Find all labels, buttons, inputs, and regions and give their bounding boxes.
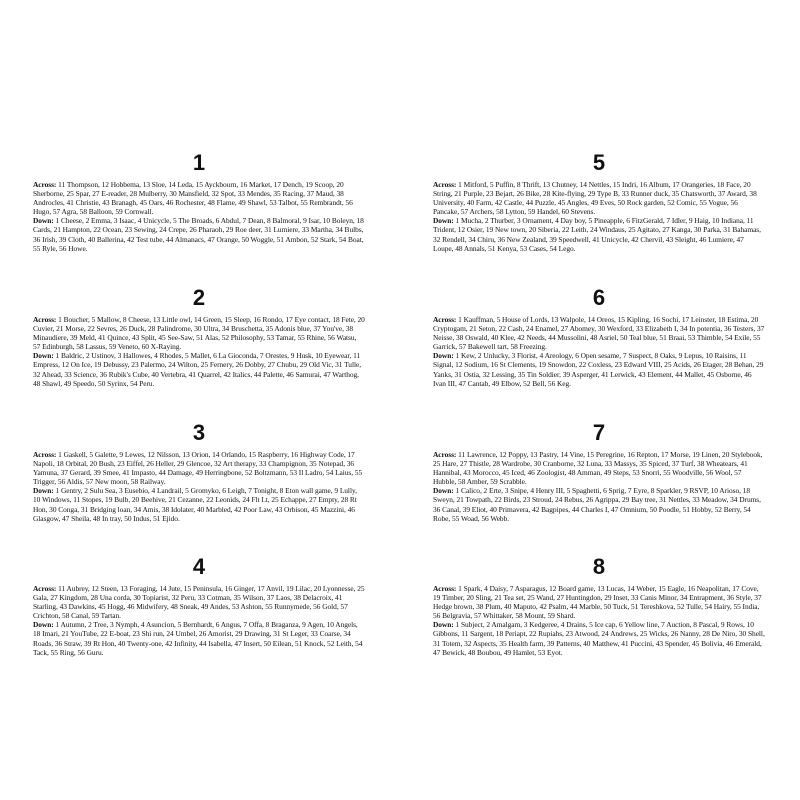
down-label: Down:	[33, 351, 54, 361]
solution-text	[33, 315, 365, 388]
across-label: Across:	[433, 584, 457, 593]
down-answers	[433, 351, 765, 387]
puzzle-number: 3	[192, 420, 206, 445]
solution-block-3	[33, 422, 365, 523]
solution-text	[433, 180, 765, 253]
across-list: 11 Thompson, 12 Hobbema, 13 Sloe, 14 Leda, 15 Ayckbourn, 16 Market, 17 Dench, 19 Scoop, 20 Sherborne, 25 Spar, 27 E-reader, 28 Mulberry, 30 Mansfield, 32 Spot, 33 Mendes, 35 Racing, 37 Maud, 38 Androcles, 41 Christie, 43 Branagh, 45 Oars, 46 Rochester, 48 Flame, 49 Shawl, 53 Talbot, 55 Rembrandt, 56 Hugo, 57 Agra, 58 Balloon, 59 Cornwall.	[33, 180, 353, 217]
across-label: Across:	[33, 584, 57, 593]
down-answers	[433, 216, 765, 252]
puzzle-number: 2	[192, 285, 206, 310]
down-label: Down:	[33, 486, 54, 496]
puzzle-number: 4	[192, 554, 206, 579]
solution-block-4	[33, 556, 365, 657]
solution-text	[33, 584, 365, 657]
across-label: Across:	[433, 450, 457, 459]
down-label: Down:	[33, 216, 54, 226]
across-list: 1 Kauffman, 5 House of Lords, 13 Walpole, 14 Oreos, 15 Kipling, 16 Sochi, 17 Leinster, 18 Estima, 20 Cryptogam, 21 Seton, 22 Cash, 24 Enamel, 27 Abomey, 30 Wexford, 33 Elizabeth I, 34 In potentia, 36 Testers, 37 Neisse, 38 Oswald, 40 Klee, 42 Needs, 44 Mussolini, 48 Asriel, 50 Teal blue, 51 Braai, 53 Thimble, 54 Exile, 55 Garrick, 57 Bakewell tart, 58 Freezing.	[433, 315, 765, 352]
down-list: 1 Baldric, 2 Ustinov, 3 Hallowes, 4 Rhodes, 5 Mallet, 6 La Gioconda, 7 Orestes, 9 Husk, 10 Eyewear, 11 Empress, 12 On Ice, 19 Debussy, 23 Palermo, 24 Wilton, 25 Fernery, 26 Dobby, 27 Chubu, 29 Old Vic, 31 Tulle, 32 Ahead, 33 Science, 36 Rubik's Cube, 40 Vertebra, 41 Quarrel, 42 Italics, 44 Palette, 46 Samurai, 47 Warthog, 48 Shawl, 49 Speedo, 50 Syrinx, 54 Peru.	[33, 351, 361, 388]
solution-block-6	[433, 287, 765, 388]
puzzle-number: 1	[192, 150, 206, 175]
down-answers	[33, 620, 365, 656]
down-answers	[433, 620, 765, 656]
down-list: 1 Mucha, 2 Thurber, 3 Ornament, 4 Day boy, 5 Pineapple, 6 FitzGerald, 7 Idler, 9 Haig, 10 Indiana, 11 Trident, 12 Osier, 19 New town, 20 Siberia, 22 Leith, 24 Windaus, 25 Agitato, 27 Kanga, 30 Parka, 31 Bahamas, 32 Rendell, 34 Chiru, 36 New Zealand, 39 Speedwell, 41 Unicycle, 42 Chervil, 43 Sleight, 46 Lumiere, 47 Loupe, 48 Annals, 51 Kenya, 53 Cases, 54 Lego.	[433, 216, 761, 253]
across-label: Across:	[33, 180, 57, 189]
across-label: Across:	[33, 450, 57, 459]
across-list: 11 Lawrence, 12 Poppy, 13 Pastry, 14 Vine, 15 Peregrine, 16 Repton, 17 Morse, 19 Linen, 20 Stylebook, 25 Hare, 27 Thistle, 28 Wardrobe, 30 Cranborne, 32 Luna, 33 Massys, 35 Spiced, 37 Turf, 38 Wheatears, 41 Hannibal, 43 Morocco, 45 Iced, 46 Zoologist, 48 Amman, 49 Steps, 53 Snorri, 55 Woodville, 56 Wool, 57 Hubble, 58 Amber, 59 Scrabble.	[433, 450, 763, 487]
across-list: 1 Mitford, 5 Puffin, 8 Thrift, 13 Chutney, 14 Nettles, 15 Indri, 16 Album, 17 Orangeries, 18 Face, 20 String, 21 Purple, 23 Bejart, 26 Bike, 28 Kite-flying, 29 Type B, 33 Runner duck, 35 Chatsworth, 37 Award, 38 University, 40 Farm, 42 Castle, 44 Puzzle, 45 Angles, 49 Eves, 50 Rock garden, 52 Comic, 55 Vogue, 56 Pancake, 57 Archers, 58 Lytton, 59 Handel, 60 Stevens.	[433, 180, 757, 217]
down-label: Down:	[433, 620, 454, 630]
down-label: Down:	[433, 216, 454, 226]
solution-block-7	[433, 422, 765, 523]
down-answers	[433, 486, 765, 522]
across-answers	[33, 315, 365, 351]
across-label: Across:	[433, 315, 457, 324]
across-label: Across:	[433, 180, 457, 189]
solution-text	[433, 450, 765, 523]
puzzle-number: 6	[592, 285, 606, 310]
across-list: 11 Aubrey, 12 Steen, 13 Foraging, 14 Jute, 15 Peninsula, 16 Ginger, 17 Anvil, 19 Lilac, 20 Lyonnesse, 25 Gala, 27 Kingdom, 28 Una corda, 30 Topiarist, 32 Peru, 33 Cotman, 35 Wilson, 37 Laos, 38 Delacroix, 41 Starling, 43 Dawkins, 45 Hogg, 46 Midwifery, 48 Sneak, 49 Andes, 53 Ashton, 55 Runnymede, 56 Gold, 57 Crichton, 58 Canal, 59 Tartan.	[33, 584, 365, 621]
solution-block-8	[433, 556, 765, 657]
across-list: 1 Boucher, 5 Mallow, 8 Cheese, 13 Little owl, 14 Green, 15 Sleep, 16 Rondo, 17 Eye contact, 18 Fete, 20 Cuvier, 21 Morse, 22 Sevres, 26 Duck, 28 Palindrome, 30 Ultra, 34 Bruschetta, 35 Adonis blue, 37 You've, 38 Minaudiere, 39 Meld, 41 Quince, 43 Split, 45 See-Saw, 51 Alas, 52 Philosophy, 53 Tamar, 55 Rhine, 56 Watsu, 57 Edinburgh, 58 Lassus, 59 Veneto, 60 X-Raying.	[33, 315, 365, 352]
solution-text	[33, 180, 365, 253]
across-list: 1 Gaskell, 5 Galette, 9 Lewes, 12 Nilsson, 13 Orion, 14 Orlando, 15 Raspberry, 16 Highway Code, 17 Napoli, 18 Orbital, 20 Bush, 23 Eiffel, 26 Heller, 29 Glencoe, 32 Art therapy, 33 Champignon, 35 Notepad, 36 Yamuna, 37 Gerard, 39 Smee, 41 Impasto, 44 Damage, 49 Herringbone, 52 Boltzmann, 53 Il Ladro, 54 Laius, 55 Trigger, 56 Aldis, 57 New moon, 58 Railway.	[33, 450, 363, 487]
solution-text	[433, 315, 765, 388]
puzzle-number: 8	[592, 554, 606, 579]
down-list: 1 Kew, 2 Unlucky, 3 Florist, 4 Areology, 6 Open sesame, 7 Suspect, 8 Oaks, 9 Lepus, 10 Raisins, 11 Signal, 12 Sodium, 16 St Clements, 19 Snowdon, 22 Coxless, 23 Edward VIII, 25 Acids, 26 Etager, 28 Behan, 29 Yanks, 31 Ostia, 32 Lessing, 35 Tin Soldier, 39 Asperger, 41 Lerwick, 43 Element, 44 Mallet, 45 Osborne, 46 Ivan III, 47 Cantab, 49 Elbow, 52 Bell, 56 Keg.	[433, 351, 764, 388]
solution-text	[33, 450, 365, 523]
down-list: 1 Subject, 2 Amalgam, 3 Kedgeree, 4 Drains, 5 Ice cap, 6 Yellow line, 7 Auction, 8 Pascal, 9 Rows, 10 Gibbons, 11 Sargent, 18 Periapt, 22 Rupiahs, 23 Atwood, 24 Andrews, 25 Wicks, 26 Nanny, 28 De Niro, 30 Shell, 31 Totem, 32 Aspects, 35 Health farm, 39 Patterns, 40 Matthew, 41 Puccini, 43 Spender, 45 Bolivia, 46 Emerald, 47 Bewick, 48 Boubou, 49 Hamlet, 53 Eyot.	[433, 620, 765, 657]
across-answers	[433, 584, 765, 620]
down-list: 1 Gentry, 2 Sulu Sea, 3 Eusebio, 4 Landrail, 5 Gromyko, 6 Leigh, 7 Tonight, 8 Eton wall game, 9 Lully, 10 Windows, 11 Stopes, 19 Bulb, 20 Beehive, 21 Cezanne, 22 Leonids, 24 Flt Lt, 25 Echappe, 27 Empty, 28 Rt Hon, 30 Conga, 31 Bridging loan, 34 Amis, 38 Idolater, 40 Marbled, 42 Poor Law, 43 Orbison, 45 Mazzini, 46 Glasgow, 47 Sheila, 48 In tray, 50 Indus, 51 Ejido.	[33, 486, 357, 523]
across-answers	[33, 450, 365, 486]
down-label: Down:	[433, 486, 454, 496]
down-label: Down:	[433, 351, 454, 361]
across-answers	[33, 180, 365, 216]
across-answers	[33, 584, 365, 620]
down-label: Down:	[33, 620, 54, 630]
down-answers	[33, 486, 365, 522]
across-answers	[433, 450, 765, 486]
solution-block-1	[33, 152, 365, 253]
across-answers	[433, 315, 765, 351]
down-answers	[33, 351, 365, 387]
across-answers	[433, 180, 765, 216]
solution-block-5	[433, 152, 765, 253]
down-list: 1 Cheese, 2 Emma, 3 Isaac, 4 Unicycle, 5 The Broads, 6 Abdul, 7 Dean, 8 Balmoral, 9 Isar, 10 Boleyn, 18 Cards, 21 Hampton, 22 Ocean, 23 Sewing, 24 Crepe, 26 Pharaoh, 29 Roe deer, 31 Lumiere, 33 Martha, 34 Bulbs, 36 Irish, 39 Cloth, 40 Ballerina, 42 Test tube, 44 Almanacs, 47 Orange, 50 Woggle, 51 Ambon, 52 Stark, 54 Boat, 55 Ryle, 56 Howe.	[33, 216, 364, 253]
down-list: 1 Autumn, 2 Tree, 3 Nymph, 4 Asuncion, 5 Bernhardt, 6 Angus, 7 Offa, 8 Braganza, 9 Agen, 10 Angels, 18 Imari, 21 YouTube, 22 E-boat, 23 Shi run, 24 Umbel, 26 Amorist, 29 Drawing, 31 St Leger, 33 Coarse, 34 Roads, 36 Straw, 39 Rt Hon, 40 Twenty-one, 42 Infinity, 44 Isabella, 47 Insert, 50 Eilean, 51 Knock, 52 Leith, 54 Tack, 55 Ring, 56 Guru.	[33, 620, 363, 657]
solution-text	[433, 584, 765, 657]
puzzle-number: 7	[592, 420, 606, 445]
across-list: 1 Spark, 4 Daisy, 7 Asparagus, 12 Board game, 13 Lucas, 14 Weber, 15 Eagle, 16 Neapolitan, 17 Cove, 19 Timber, 20 Sling, 21 Tea set, 25 Wand, 27 Huntingdon, 29 Inset, 33 Canis Minor, 34 Entrapment, 36 Style, 37 Hedge brown, 38 Plum, 40 Maputo, 42 Psalm, 44 Marble, 50 Tuck, 51 Tereshkova, 52 Tulle, 54 Hairy, 55 India, 56 Belgravia, 57 Whittaker, 58 Mount, 59 Shard.	[433, 584, 762, 621]
down-list: 1 Calico, 2 Erte, 3 Snipe, 4 Henry III, 5 Spaghetti, 6 Sprig, 7 Eyre, 8 Sparkler, 9 RSVP, 10 Arioso, 18 Sweyn, 21 Towpath, 22 Birds, 23 Stroud, 24 Rebus, 26 Agrippa, 29 Bay tree, 31 Nettles, 33 Meadow, 34 Drums, 36 Canal, 39 Eliot, 40 Primavera, 42 Bagpipes, 44 Charles I, 47 Omnium, 50 Poodle, 51 Hobby, 52 Berry, 54 Robe, 55 Woad, 56 Webb.	[433, 486, 761, 523]
solution-block-2	[33, 287, 365, 388]
puzzle-number: 5	[592, 150, 606, 175]
across-label: Across:	[33, 315, 57, 324]
down-answers	[33, 216, 365, 252]
